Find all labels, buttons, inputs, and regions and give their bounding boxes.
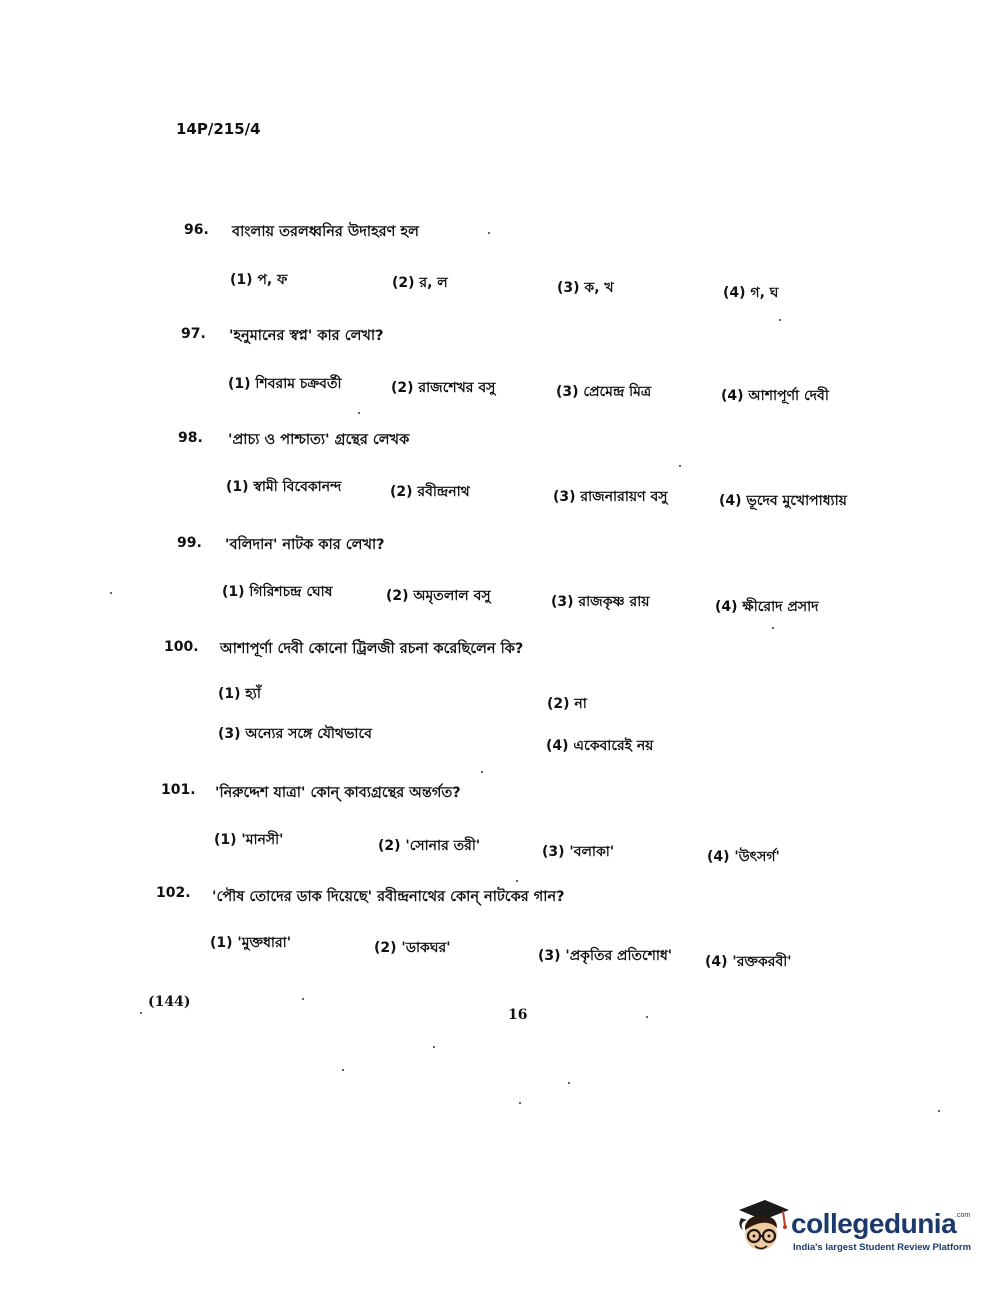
scan-speck: [481, 771, 483, 773]
question-text: 'বলিদান' নাটক কার লেখা?: [225, 537, 385, 553]
question-number: 102.: [156, 885, 191, 901]
option: (4) 'উৎসর্গ': [707, 849, 780, 865]
option: (4) 'রক্তকরবী': [705, 954, 792, 970]
question-number: 96.: [184, 222, 209, 238]
question-number: 101.: [161, 782, 196, 798]
option: (3) 'প্রকৃতির প্রতিশোধ': [538, 948, 673, 964]
collegedunia-watermark: [733, 1196, 973, 1260]
option: (4) গ, ঘ: [723, 285, 779, 301]
page-number: 16: [508, 1007, 528, 1023]
footer-code: (144): [148, 994, 191, 1010]
question-text: 'প্রাচ্য ও পাশ্চাত্য' গ্রন্থের লেখক: [228, 432, 410, 448]
option: (2) 'ডাকঘর': [374, 940, 451, 956]
question-number: 97.: [181, 326, 206, 342]
question-number: 99.: [177, 535, 202, 551]
question-text: 'পৌষ তোদের ডাক দিয়েছে' রবীন্দ্রনাথের কোন্ নাটকের গান?: [212, 889, 565, 905]
option: (1) গিরিশচন্দ্র ঘোষ: [222, 584, 333, 600]
question-number: 98.: [178, 430, 203, 446]
option: (2) না: [547, 696, 587, 712]
scan-speck: [646, 1016, 648, 1018]
option: (2) রবীন্দ্রনাথ: [390, 484, 470, 500]
option: (2) র, ল: [392, 275, 448, 291]
question-text: 'নিরুদ্দেশ যাত্রা' কোন্ কাব্যগ্রন্থের অন্তর্গত?: [215, 785, 461, 801]
option: (3) রাজকৃষ্ণ রায়: [551, 594, 650, 610]
option: (1) শিবরাম চক্রবর্তী: [228, 376, 342, 392]
option: (4) আশাপূর্ণা দেবী: [721, 388, 829, 404]
option: (2) রাজশেখর বসু: [391, 380, 496, 396]
option: (4) একেবারেই নয়: [546, 738, 654, 754]
question-text: বাংলায় তরলধ্বনির উদাহরণ হল: [232, 224, 419, 240]
scan-speck: [779, 319, 781, 321]
question-text: 'হনুমানের স্বপ্ন' কার লেখা?: [229, 328, 384, 344]
option: (1) 'মুক্তধারা': [210, 935, 292, 951]
scan-speck: [679, 465, 681, 467]
brand-name: collegedunia: [791, 1208, 957, 1239]
option: (1) 'মানসী': [214, 832, 284, 848]
option: (3) প্রেমেন্দ্র মিত্র: [556, 384, 652, 400]
scan-speck: [519, 1102, 521, 1104]
scan-speck: [110, 592, 112, 594]
question-text: আশাপূর্ণা দেবী কোনো ট্রিলজী রচনা করেছিলেন কি?: [220, 641, 524, 657]
scan-speck: [302, 998, 304, 1000]
scan-speck: [358, 412, 360, 414]
option: (1) স্বামী বিবেকানন্দ: [226, 479, 342, 495]
option: (3) 'বলাকা': [542, 844, 615, 860]
option: (3) অন্যের সঙ্গে যৌথভাবে: [218, 726, 372, 742]
option: (4) ক্ষীরোদ প্রসাদ: [715, 599, 819, 615]
scan-speck: [433, 1046, 435, 1048]
option: (2) অমৃতলাল বসু: [386, 588, 491, 604]
scan-speck: [938, 1110, 940, 1112]
option: (3) ক, খ: [557, 280, 614, 296]
option: (1) হ্যাঁ: [218, 686, 261, 702]
option: (3) রাজনারায়ণ বসু: [553, 489, 668, 505]
brand-tagline: India's largest Student Review Platform: [793, 1242, 972, 1253]
scan-speck: [342, 1069, 344, 1071]
scan-speck: [488, 232, 490, 234]
option: (1) প, ফ: [230, 272, 288, 288]
option: (2) 'সোনার তরী': [378, 838, 481, 854]
option: (4) ভূদেব মুখোপাধ্যায়: [719, 493, 847, 509]
brand-suffix: .com: [955, 1212, 971, 1219]
scan-speck: [772, 627, 774, 629]
scan-speck: [516, 880, 518, 882]
paper-code: 14P/215/4: [176, 120, 261, 138]
scan-speck: [568, 1082, 570, 1084]
scan-speck: [140, 1012, 142, 1014]
question-number: 100.: [164, 639, 199, 655]
student-mascot-icon: [733, 1196, 791, 1260]
